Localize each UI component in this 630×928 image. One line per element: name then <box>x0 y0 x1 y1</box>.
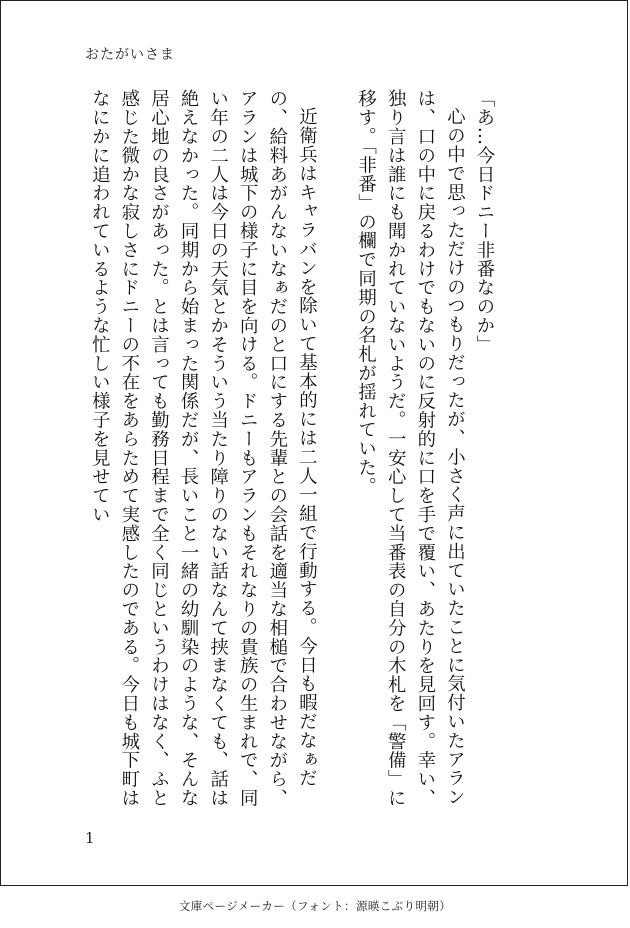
page-number: 1 <box>85 829 95 847</box>
vertical-body-text <box>79 89 499 811</box>
paragraph-two: 近衛兵はキャラバンを除いて基本的には二人一組で行動する。今日も暇だなぁだの、給料あがんないなぁだのと口にする先輩との会話を適当な相槌で合わせながら、アランは城下の様子に目を向ける。ドニーもアランもそれなりの貴族の生まれで、同い年の二人は今日の天気とかそういう当たり障りのない話なんて挟まなくても、話は絶えなかった。同期から始まった関係だが、長いこと一緒の幼馴染のような、そんな居心地の良さがあった。とは言っても勤務日程まで全く同じというわけはなく、ふと感じた微かな寂しさにドニーの不在をあらためて実感したのである。今日も城下町はなにかに追われているような忙しい様子を見せてい <box>89 89 318 808</box>
paragraph-one: 心の中で思っただけのつもりだったが、小さく声に出ていたことに気付いたアランは、口の中に戻るわけでもないのに反射的に口を手で覆い、あたりを見回す。幸い、独り言は誰にも聞かれていないようだ。一安心して当番表の自分の木札を「警備」に移す。「非番」の欄で同期の名札が揺れていた。 <box>355 89 466 808</box>
running-title: おたがいさま <box>85 47 175 63</box>
paragraph-gap <box>321 89 351 811</box>
footer-credit: 文庫ページメーカー（フォント：源暎こぶり明朝） <box>178 899 452 913</box>
paragraph-dialogue: 「あ…今日ドニー非番なのか」 <box>474 89 495 354</box>
